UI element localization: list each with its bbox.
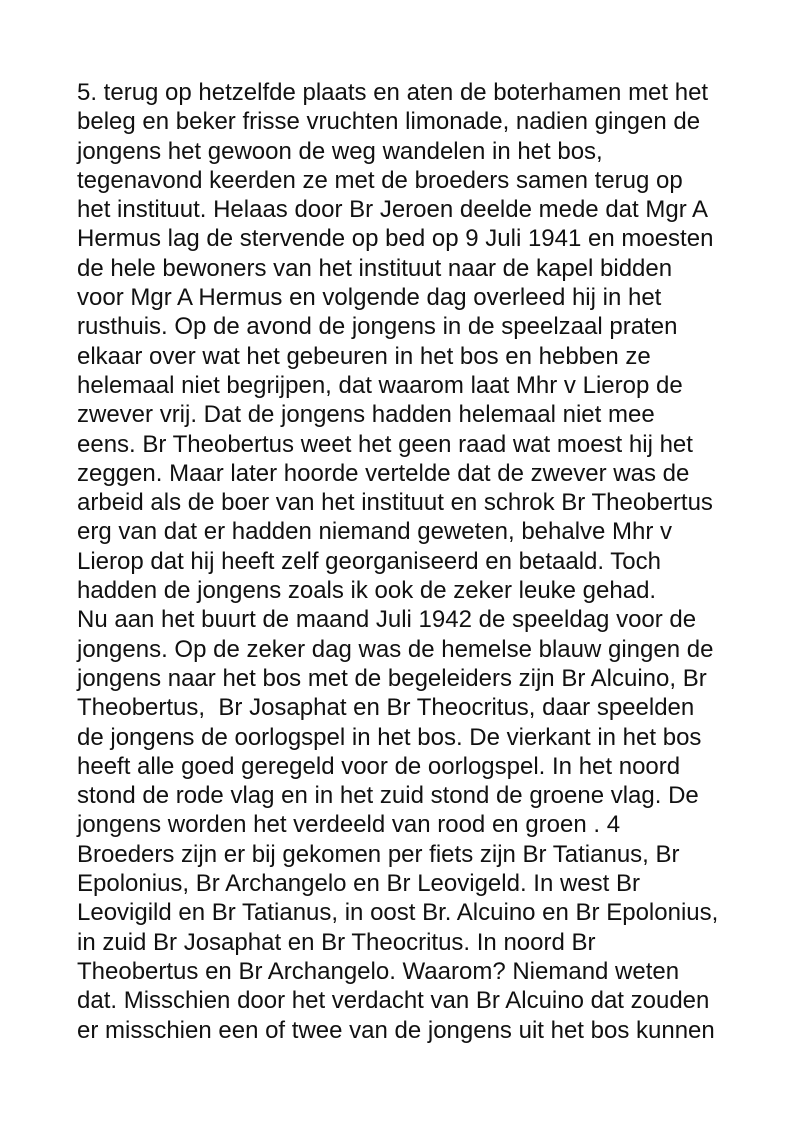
text-line: Epolonius, Br Archangelo en Br Leovigeld. In west Br	[77, 870, 640, 898]
text-line: dat. Misschien door het verdacht van Br Alcuino dat zouden	[77, 987, 710, 1015]
text-line: elkaar over wat het gebeuren in het bos en hebben ze	[77, 342, 651, 370]
text-line: 5. terug op hetzelfde plaats en aten de boterhamen met het	[77, 79, 709, 106]
text-line: jongens. Op de zeker dag was de hemelse blauw gingen de	[77, 635, 714, 663]
text-line: rusthuis. Op de avond de jongens in de speelzaal praten	[77, 313, 678, 341]
text-line: hadden de jongens zoals ik ook de zeker leuke gehad.	[77, 577, 657, 605]
text-line: Lierop dat hij heeft zelf georganiseerd en betaald. Toch	[77, 547, 661, 575]
text-line: erg van dat er hadden niemand geweten, behalve Mhr v	[77, 518, 673, 546]
text-line: zwever vrij. Dat de jongens hadden helemaal niet mee	[77, 401, 655, 429]
text-line: arbeid als de boer van het instituut en schrok Br Theobertus	[77, 489, 713, 517]
text-line: Theobertus, Br Josaphat en Br Theocritus, daar speelden	[77, 694, 695, 722]
body-text	[77, 78, 757, 1045]
text-line: zeggen. Maar later hoorde vertelde dat de zwever was de	[77, 459, 690, 487]
text-line: tegenavond keerden ze met de broeders samen terug op	[77, 166, 683, 194]
text-line: stond de rode vlag en in het zuid stond de groene vlag. De	[77, 782, 699, 810]
text-line: Leovigild en Br Tatianus, in oost Br. Alcuino en Br Epolonius,	[77, 899, 719, 927]
text-line: in zuid Br Josaphat en Br Theocritus. In noord Br	[77, 928, 596, 956]
text-line: heeft alle goed geregeld voor de oorlogspel. In het noord	[77, 752, 681, 780]
text-line: voor Mgr A Hermus en volgende dag overleed hij in het	[77, 284, 662, 312]
text-line: beleg en beker frisse vruchten limonade, nadien gingen de	[77, 108, 701, 136]
text-line: Nu aan het buurt de maand Juli 1942 de speeldag voor de	[77, 606, 697, 634]
text-line: het instituut. Helaas door Br Jeroen deelde mede dat Mgr A	[77, 196, 709, 224]
text-line: de hele bewoners van het instituut naar de kapel bidden	[77, 254, 673, 282]
text-line: er misschien een of twee van de jongens uit het bos kunnen	[77, 1016, 715, 1044]
text-line: Theobertus en Br Archangelo. Waarom? Niemand weten	[77, 957, 680, 985]
text-line: Broeders zijn er bij gekomen per fiets zijn Br Tatianus, Br	[77, 840, 680, 868]
text-line: de jongens de oorlogspel in het bos. De vierkant in het bos	[77, 723, 702, 751]
text-line: jongens naar het bos met de begeleiders zijn Br Alcuino, Br	[77, 664, 707, 692]
text-line: eens. Br Theobertus weet het geen raad wat moest hij het	[77, 430, 693, 458]
text-line: Hermus lag de stervende op bed op 9 Juli 1941 en moesten	[77, 225, 714, 253]
text-line: helemaal niet begrijpen, dat waarom laat Mhr v Lierop de	[77, 371, 683, 399]
text-line: jongens het gewoon de weg wandelen in het bos,	[77, 137, 603, 165]
text-line: jongens worden het verdeeld van rood en groen . 4	[77, 811, 621, 839]
